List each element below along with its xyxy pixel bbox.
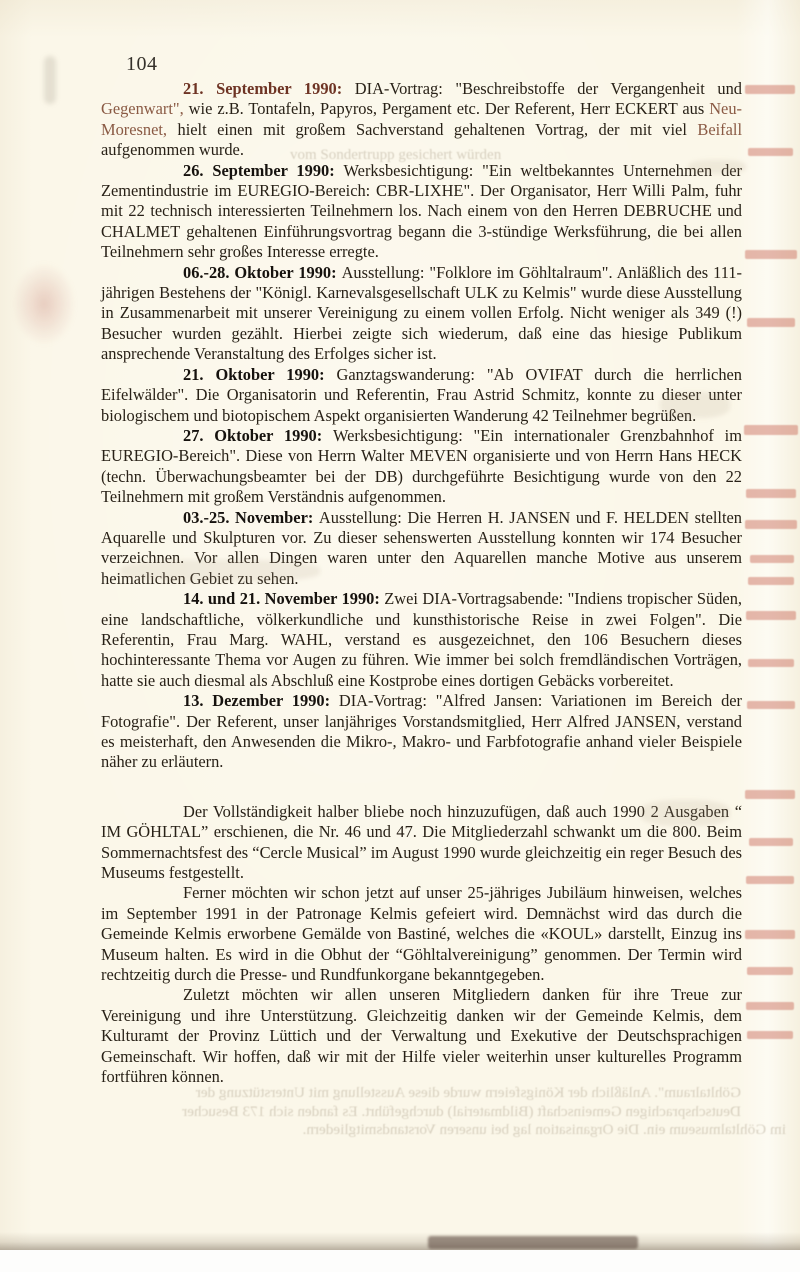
bleedthrough-text: Göhltalraum". Anläßlich der Königsfeiern wurde diese Ausstellung mit Unterstützung der [195,1084,741,1101]
red-scan-mark [747,967,793,975]
gray-streak-smudge [44,56,56,104]
body-text: Ausstellung: Die Herren H. JANSEN und F. HELDEN stellten Aquarelle und Skulpturen vor. Zu dieser sehenswerten Ausstellung konnten wir 174 Besucher verzeichnen. Vor allen Dingen waren unter den Aquarellen manche Motive aus unserem heimatlichen Gebiet zu sehen. [101,507,742,588]
red-scan-mark [746,1002,794,1010]
red-scan-mark [745,520,797,529]
red-scan-mark [744,425,798,435]
date-label: 27. Oktober 1990: [183,425,333,445]
page-bottom-dark-segment [428,1236,638,1249]
body-text: Ferner möchten wir schon jetzt auf unser 25-jähriges Jubiläum hinweisen, welches im September 1991 in der Patronage Kelmis gefeiert wird. Demnächst wird das durch die Gemeinde Kelmis erworbene Gemälde von Bastiné, welches die «KOUL» darstellt, Einzug ins Museum halten. Es wird in die Obhut der “Göhltalvereinigung” genommen. Der Termin wird rechtzeitig durch die Presse- und Rundfunkorgane bekanntgegeben. [101,883,742,985]
red-scan-mark [750,555,794,563]
scanner-background [0,1250,800,1272]
red-scan-mark [748,659,794,667]
red-scan-mark [748,148,793,156]
red-scan-mark [748,577,794,585]
red-scan-mark [746,611,796,620]
body-text: DIA-Vortrag: "Beschreibstoffe der Vergangenheit und [354,79,742,98]
red-scan-mark [745,930,795,939]
red-scan-mark [746,489,796,498]
body-text: Neu-Moresnet, [101,99,742,139]
page-bottom-shadow [0,1232,800,1250]
date-label: 26. September 1990: [183,160,344,180]
text-block [101,79,742,1088]
date-label: 03.-25. November: [183,507,319,527]
red-scan-mark [746,876,794,884]
paragraph [101,161,742,263]
body-text: DIA-Vortrag: "Alfred Jansen: Variationen im Bereich der Fotografie". Der Referent, unser lanjähriges Vorstandsmitglied, Herr Alfred JANSEN, verstand es meisterhaft, den Anwesenden die Mikro-, Makro- und Farbfotografie anhand vieler Beispiele näher zu erläutern. [101,691,742,772]
body-text: Der Vollständigkeit halber bliebe noch hinzuzufügen, daß auch 1990 2 Ausgaben “ IM GÖHLTAL” erschienen, die Nr. 46 und 47. Die Mitgliederzahl schwankt um die 800. Beim Sommernachtsfest des “Cercle Musical” im August 1990 wurde gleichzeitig ein reger Besuch des Museums festgestellt. [101,801,742,883]
red-scan-mark [747,318,795,327]
bleedthrough-text: im Göhltalmuseum ein. Die Organisation lag bei unseren Vorstandsmitgliedern. [302,1121,786,1138]
faint-smudge [660,392,730,418]
body-text: aufgenommen wurde. [101,140,244,160]
body-text: Zwei DIA-Vortragsabende: "Indiens tropischer Süden, eine landschaftliche, völkerkundliche und kunsthistorische Reise in zwei Folgen". Die Referentin, Frau Marg. WAHL, verstand es ausgezeichnet, den 106 Besuchern dieses hochinteressante Thema vor Augen zu führen. Wie immer bei solch fremdländischen Vorträgen, hatte sie auch diesmal als Abschluß eine Kostprobe eines dortigen Gebäcks vorbereitet. [101,589,742,690]
body-text: Werksbesichtigung: "Ein internationaler Grenzbahnhof im EUREGIO-Bereich". Diese von Herrn Walter MEVEN organisierte und von Herrn Hans HECK (techn. Überwachungsbeamter bei der DB) durchgeführte Besichtigung wurde von den 22 Teilnehmern mit großem Verständnis aufgenommen. [101,425,742,507]
faint-smudge [120,560,320,582]
paragraph [101,263,742,365]
paragraph [101,426,742,508]
body-text: wie z.B. Tontafeln, Papyros, Pergament etc. Der Referent, Herr ECKERT aus [188,99,710,119]
paragraph [101,589,742,691]
red-scan-mark [747,1031,793,1039]
paragraph [101,985,742,1087]
body-text: Ausstellung: "Folklore im Göhltalraum". Anläßlich des 111-jährigen Bestehens der "Königl. Karnevalsgesellschaft ULK zu Kelmis" wurde diese Ausstellung in Zusammenarbeit mit unserer Vereinigung zu einem vollen Erfolg. Nicht weniger als 349 (!) Besucher wurden gezählt. Hierbei zeigte sich wiederum, daß eine das hiesige Publikum ansprechende Veranstaltung des Erfolges sicher ist. [101,262,742,364]
red-scan-mark [749,838,793,846]
bleedthrough-text: vom Sondertrupp gesichert würden [290,147,502,163]
red-scan-mark [745,250,797,259]
body-text: hielt einen mit großem Sachverstand gehaltenen Vortrag, der mit viel [177,119,698,139]
red-scan-mark [747,701,795,709]
date-label: 06.-28. Oktober 1990: [183,262,342,282]
date-label: 21. Oktober 1990: [183,364,337,384]
paragraph [101,691,742,773]
date-label: 13. Dezember 1990: [183,691,339,711]
body-text: Zuletzt möchten wir allen unseren Mitgliedern danken für ihre Treue zur Vereinigung und ihre Unterstützung. Gleichzeitig danken wir der Gemeinde Kelmis, dem Kulturamt der Provinz Lüttich und der Verwaltung und Exekutive der Deutschsprachigen Gemeinschaft. Wir hoffen, daß wir mit der Hilfe vieler weiterhin unser kulturelles Programm fortführen können. [101,985,742,1087]
left-margin-smudge [12,262,76,346]
body-text: Beifall [697,119,742,139]
paragraph [101,883,742,985]
faint-smudge [640,800,730,826]
date-label: 21. September 1990: [183,79,355,98]
body-text: Ganztagswanderung: "Ab OVIFAT durch die herrlichen Eifelwälder". Die Organisatorin und Referentin, Frau Astrid Schmitz, konnte zu dieser unter biologischem und biotopischem Aspekt organisierten Wanderung 42 Teilnehmer begrüßen. [101,364,742,425]
page-number: 104 [126,53,158,75]
bleedthrough-text: Deutschsprachigen Gemeinschaft (Bildmaterial) durchgeführt. Es fanden sich 173 Besucher [182,1103,741,1120]
red-scan-mark [745,790,795,799]
body-text: Werksbesichtigung: "Ein weltbekanntes Unternehmen der Zementindustrie im EUREGIO-Bereich: CBR-LIXHE". Der Organisator, Herr Willi Palm, fuhr mit 22 technisch interessierten Teilnehmern los. Nach einem von den Herren DEBRUCHE und CHALMET gehaltenen Einführungsvortrag begann die 3-stündige Werksführung, die bei allen Teilnehmern sehr großes Interesse erregte. [101,160,742,262]
paragraph [101,365,742,426]
body-text: Gegenwart", [101,99,189,119]
faint-smudge [688,160,746,174]
date-label: 14. und 21. November 1990: [183,589,385,609]
red-scan-mark [745,85,795,94]
